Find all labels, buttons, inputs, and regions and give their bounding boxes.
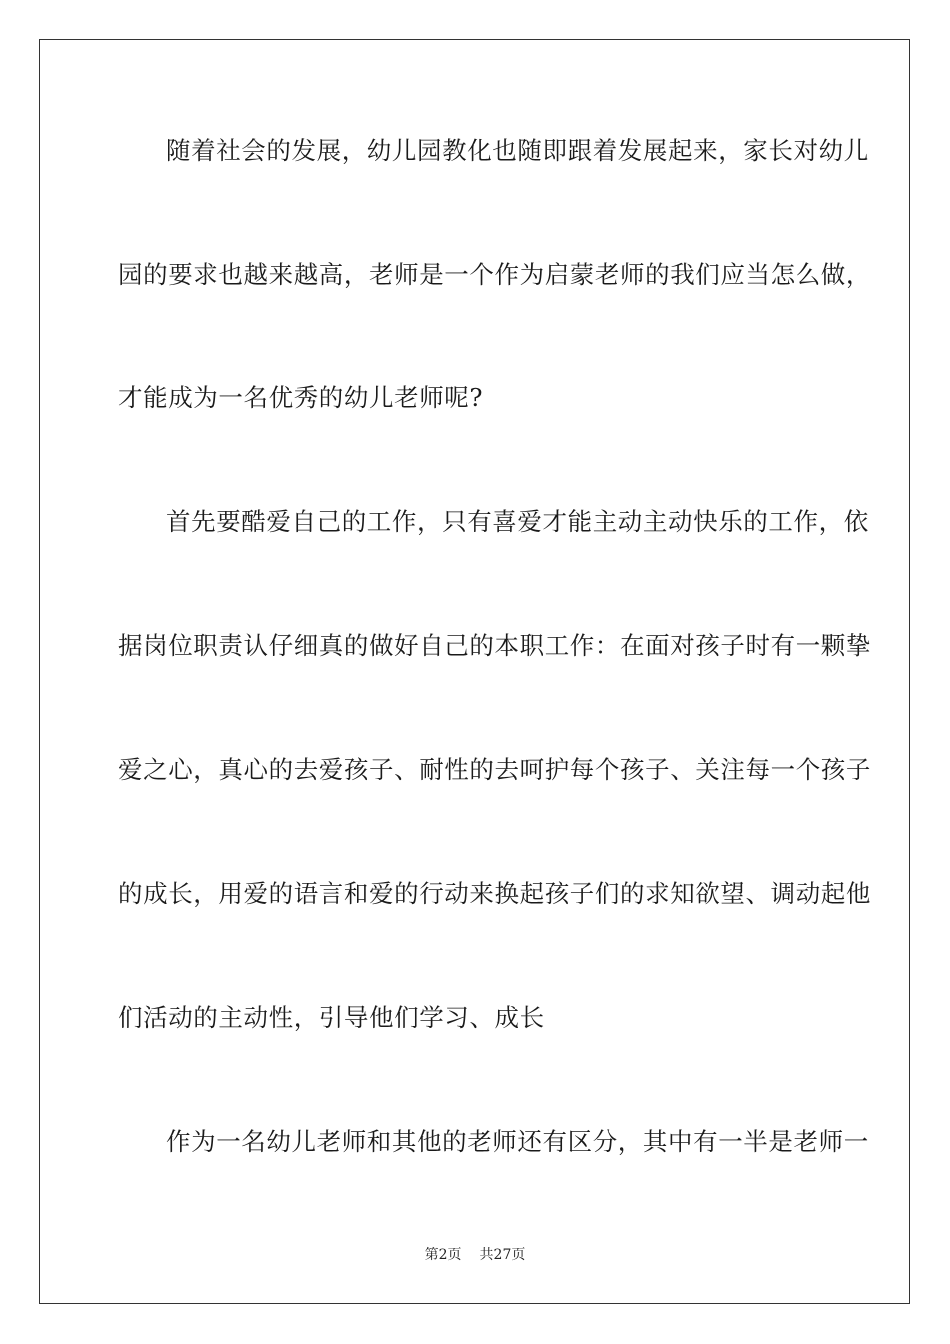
paragraph-2-line-4: 的成长，用爱的语言和爱的行动来换起孩子们的求知欲望、调动起他	[118, 879, 871, 908]
paragraph-1-line-1: 随着社会的发展，幼儿园教化也随即跟着发展起来，家长对幼儿	[166, 136, 869, 165]
paragraph-1-line-2: 园的要求也越来越高，老师是一个作为启蒙老师的我们应当怎么做，	[118, 260, 871, 289]
paragraph-1-line-3: 才能成为一名优秀的幼儿老师呢?	[118, 383, 484, 412]
page-number: 第2页	[424, 1247, 462, 1263]
paragraph-2-line-3: 爱之心，真心的去爱孩子、耐性的去呵护每个孩子、关注每一个孩子	[118, 755, 871, 784]
total-pages: 共27页	[479, 1247, 526, 1263]
paragraph-3-line-1: 作为一名幼儿老师和其他的老师还有区分，其中有一半是老师一	[166, 1127, 869, 1156]
paragraph-2-line-5: 们活动的主动性，引导他们学习、成长	[118, 1003, 545, 1032]
paragraph-2-line-1: 首先要酷爱自己的工作，只有喜爱才能主动主动快乐的工作，依	[166, 507, 869, 536]
page-border	[39, 39, 910, 1304]
page-footer	[0, 1246, 950, 1264]
paragraph-2-line-2: 据岗位职责认仔细真的做好自己的本职工作：在面对孩子时有一颗挚	[118, 631, 871, 660]
